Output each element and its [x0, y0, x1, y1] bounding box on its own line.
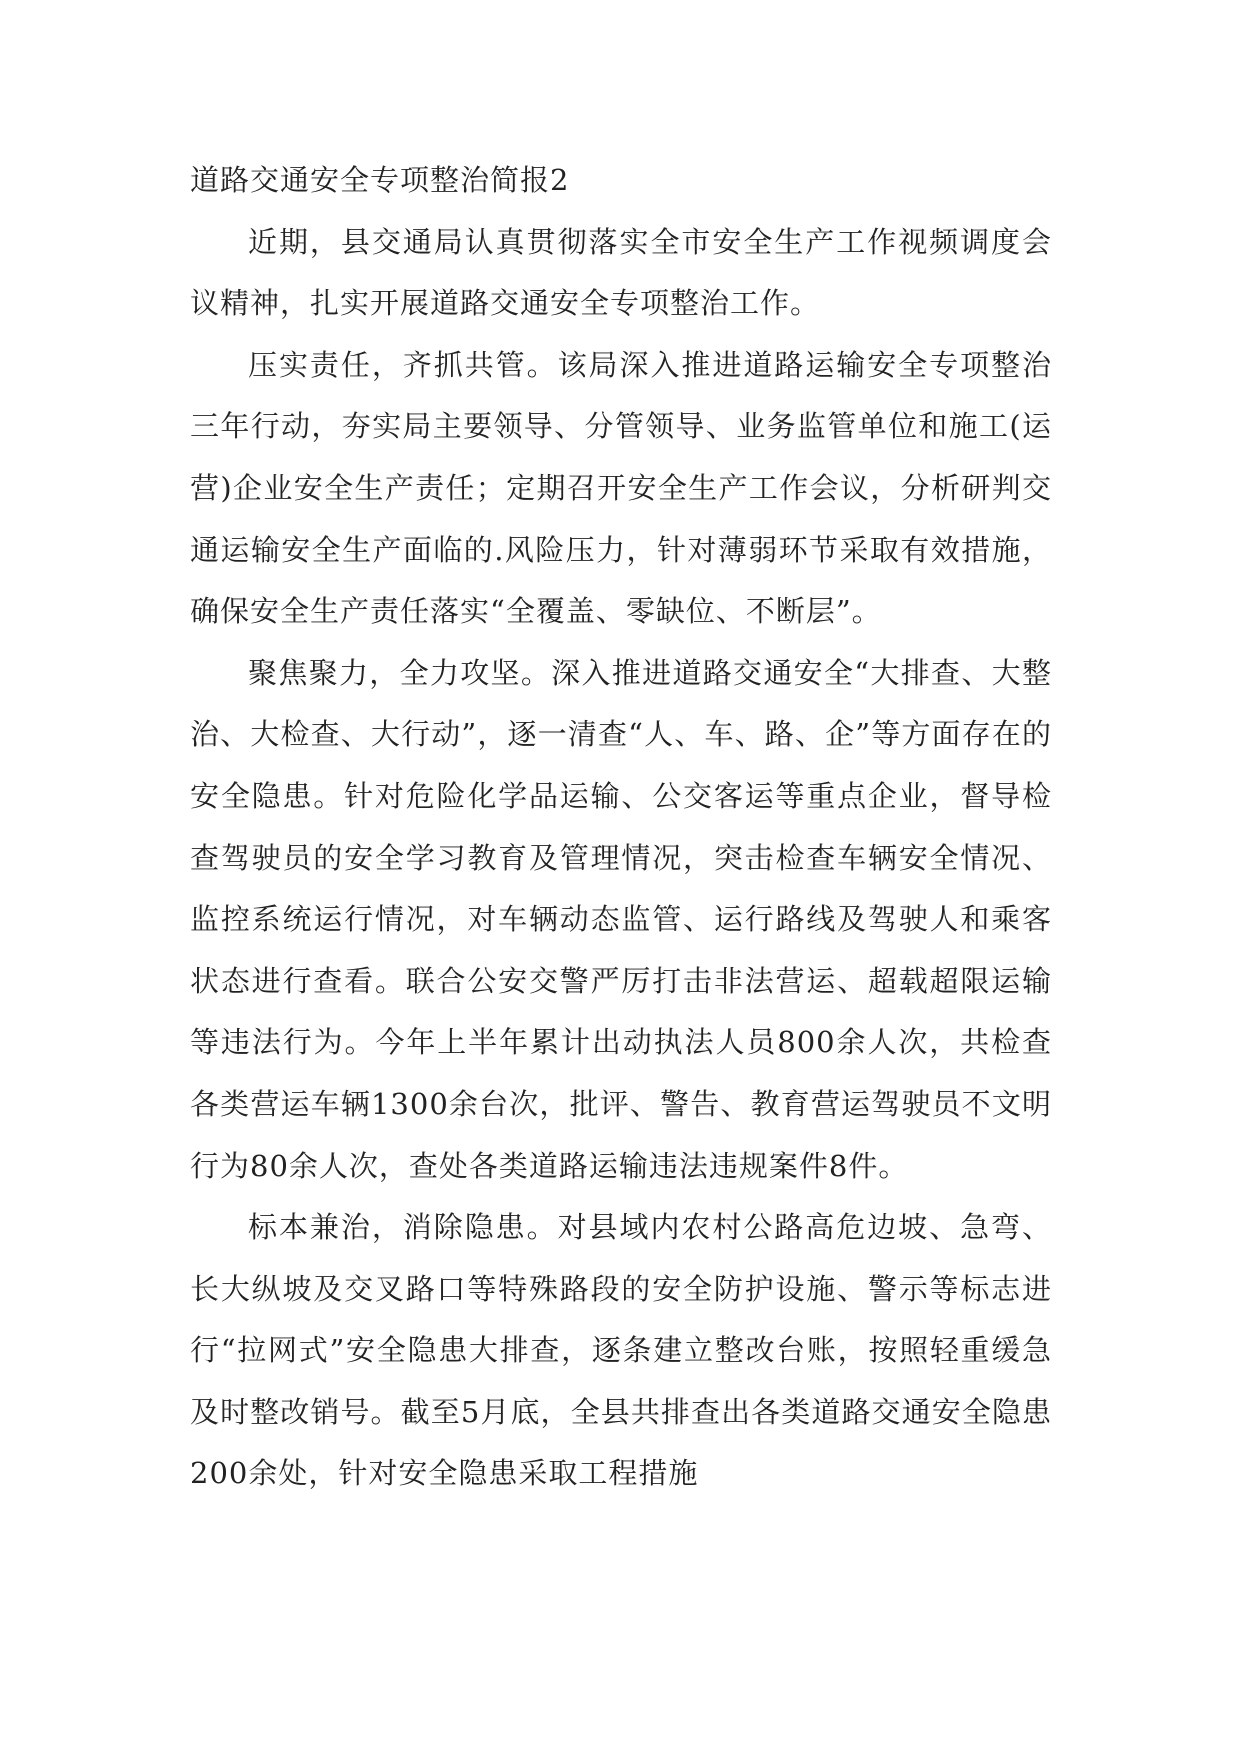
paragraph-responsibility: 压实责任，齐抓共管。该局深入推进道路运输安全专项整治三年行动，夯实局主要领导、分管领导、业务监管单位和施工(运营)企业安全生产责任；定期召开安全生产工作会议，分析研判交通运输安全生产面临的.风险压力，针对薄弱环节采取有效措施，确保安全生产责任落实“全覆盖、零缺位、不断层”。: [190, 347, 1052, 629]
paragraph-hazard-remediation: 标本兼治，消除隐患。对县域内农村公路高危边坡、急弯、长大纵坡及交叉路口等特殊路段的安全防护设施、警示等标志进行“拉网式”安全隐患大排查，逐条建立整改台账，按照轻重缓急及时整改销号。截至5月底，全县共排查出各类道路交通安全隐患200余处，针对安全隐患采取工程措施: [190, 1210, 1052, 1491]
paragraph-focus: 聚焦聚力，全力攻坚。深入推进道路交通安全“大排查、大整治、大检查、大行动”，逐一清查“人、车、路、企”等方面存在的安全隐患。针对危险化学品运输、公交客运等重点企业，督导检查驾驶员的安全学习教育及管理情况，突击检查车辆安全情况、监控系统运行情况，对车辆动态监管、运行路线及驾驶人和乘客状态进行查看。联合公安交警严厉打击非法营运、超载超限运输等违法行为。今年上半年累计出动执法人员800余人次，共检查各类营运车辆1300余台次，批评、警告、教育营运驾驶员不文明行为80余人次，查处各类道路运输违法违规案件8件。: [190, 655, 1052, 1183]
document-title: 道路交通安全专项整治简报2: [190, 163, 570, 197]
paragraph-intro: 近期，县交通局认真贯彻落实全市安全生产工作视频调度会议精神，扎实开展道路交通安全专项整治工作。: [190, 224, 1052, 321]
document-body: [190, 150, 1052, 1505]
